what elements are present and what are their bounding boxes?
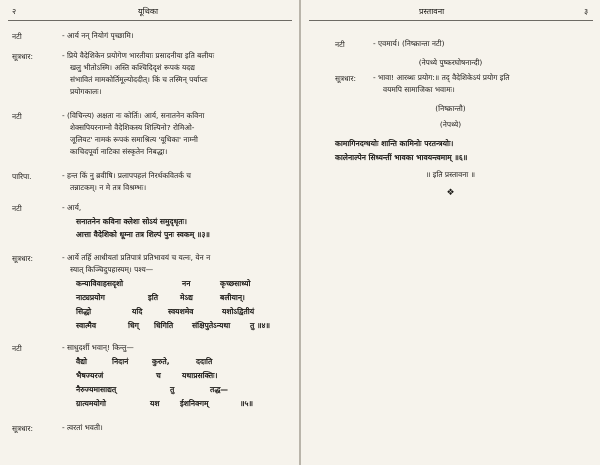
dialogue-line: - आर्य नन् नियोगं पृच्छामि। [62, 31, 134, 40]
verse-word: च [156, 371, 161, 380]
speaker-label: सूत्रधार: [12, 254, 34, 263]
verse-word: निदानं [112, 357, 129, 366]
speaker-label: नटी [12, 344, 22, 353]
verse-word: तु ॥४॥ [250, 321, 271, 330]
speaker-label: पारिपा. [12, 172, 32, 181]
verse-word: यश [150, 399, 160, 408]
verse-word: धिगिति [154, 321, 174, 330]
end-of-prologue: ॥ इति प्रस्तावना ॥ [426, 170, 475, 179]
verse-line: आत्ता वैदेशिको धूम्ना तत्र शिल्पं पुनः स्वकम् ॥३॥ [76, 230, 210, 239]
running-title-right: प्रस्तावना [419, 7, 445, 16]
verse-word: तु [170, 385, 175, 394]
verse-word: स्वात्मैव [76, 321, 97, 330]
stage-direction: (नेपथ्ये) [439, 120, 462, 129]
dialogue-line: संभावितं मामकोर्तिमूल्योददीत्। किं च तस्मिन् पर्याप्तः [70, 75, 208, 84]
verse-word: ग्रात्यमयोगो [76, 399, 107, 408]
speaker-label: नटी [335, 40, 345, 49]
dialogue-line: - आर्ये तर्हि आधीयतां प्रतिपात्रं प्रतिभावयं च यत्नः, येन न [62, 253, 211, 262]
verse-word: धिग् [128, 321, 139, 330]
dialogue-line: शेक्सपियरनाम्नो वैदेशिकस्य शिल्पिनो? रोमिओ- [70, 123, 195, 132]
dialogue-line: वयमपि सामाजिका भवामः। [383, 85, 455, 94]
dialogue-line: प्रयोगकालः। [70, 87, 102, 96]
speaker-label: नटी [12, 112, 22, 121]
verse-word: ॥५॥ [240, 399, 254, 408]
stage-direction: (नेपथ्ये पुष्करघोषनान्दी) [418, 58, 483, 67]
verse-word: नाट्यप्रयोग [76, 293, 105, 302]
dialogue-line: खलु भीतोऽस्मि। अस्ति कश्चिदिदृशं रूपकं यदद्य [70, 63, 195, 72]
dialogue-line: जूलियट' नामकं रूपकं समाश्रित्य 'यूथिका' नाम्नी [70, 135, 198, 144]
verse-word: कृच्छ्साध्यो [220, 279, 251, 288]
verse-word: संक्षिपुतेऽन्यथा [192, 321, 231, 330]
speaker-label: सूत्रधार: [335, 74, 357, 83]
left-page [0, 0, 299, 465]
verse-word: कुरुते, [152, 357, 170, 366]
page-number-left: २ [12, 7, 17, 16]
speaker-label: सूत्रधार: [12, 424, 34, 433]
verse-word: ईशनिक्गम् [180, 399, 209, 408]
page-number-right: ३ [584, 7, 589, 16]
verse-word: यशोऽद्वितीयं [222, 307, 255, 316]
stage-direction: (निष्क्रान्तौ) [435, 104, 466, 113]
running-title-left: यूथिका [138, 7, 159, 16]
speaker-label: सूत्रधार: [12, 52, 34, 61]
header-rule-right [309, 20, 593, 21]
speaker-label: नटी [12, 32, 22, 41]
verse-word: भैषज्यरजं [76, 371, 104, 380]
verse-line: कामागिनदग्धयोः शान्ति कामिनोः परतन्त्रयोः। [335, 139, 454, 148]
dialogue-line: - भावा! आरब्धः प्रयोग:॥ तद् वैदेशिकेऽयं प्रयोग इति [373, 73, 510, 82]
dialogue-line: - साधुदर्शी भवान्! किन्तु— [62, 343, 134, 352]
verse-word: नन [182, 279, 191, 288]
verse-word: यथाप्रसक्तिः। [182, 371, 218, 380]
right-page [301, 0, 600, 465]
verse-word: सिद्धो [76, 307, 92, 316]
dialogue-line: - एवमार्य। (निष्क्रान्ता नटी) [373, 39, 445, 48]
verse-word: कन्याविवाहसदृशो [76, 279, 124, 288]
verse-word: मेऽद्य [180, 293, 193, 302]
verse-word: नैरुज्यमासाद्यत् [76, 385, 117, 394]
verse-word: ददाति [196, 357, 213, 366]
header-rule-left [8, 20, 292, 21]
dialogue-line: - त्वरतां भवती। [62, 423, 103, 432]
dialogue-line: स्यात् किञ्चिदुपहास्यम्। पश्य— [70, 265, 154, 274]
dialogue-line: तन्नाटकम्। न मे तत्र विश्रम्भः। [70, 183, 147, 192]
verse-word: यदि [132, 307, 143, 316]
dialogue-line: - (विचिन्त्य) अक्षता नः कोर्तिः। आर्य, सनातनेन कविना [62, 111, 205, 120]
verse-word: स्वयशमेव [168, 307, 194, 316]
verse-line: सनातनेन कविना क्लेशः सोऽयं समुदृधृतः। [76, 217, 188, 226]
dialogue-line: - आर्य, [62, 203, 82, 212]
ornament-icon: ❖ [446, 188, 455, 198]
verse-line: कालेनाल्पेन सिध्यन्तीं भावका भावयन्त्वमाम् ॥६॥ [335, 153, 468, 162]
dialogue-line: काचिदपूर्वा नाटिका संस्कृतेन निबद्धा। [70, 147, 168, 156]
dialogue-line: - हन्त किं नु ब्रवीषि। प्रलापपहलं निरर्थकवितर्कं च [62, 171, 191, 180]
dialogue-line: - प्रिये वैदेशिकेन प्रयोगेण भारतीयाः प्रसादनीया इति बलीयः [62, 51, 215, 60]
speaker-label: नटी [12, 204, 22, 213]
verse-word: तद्ध— [210, 385, 228, 394]
verse-word: इति [148, 293, 159, 302]
verse-word: बलीयान्। [220, 293, 245, 302]
verse-word: वैद्यो [76, 357, 87, 366]
